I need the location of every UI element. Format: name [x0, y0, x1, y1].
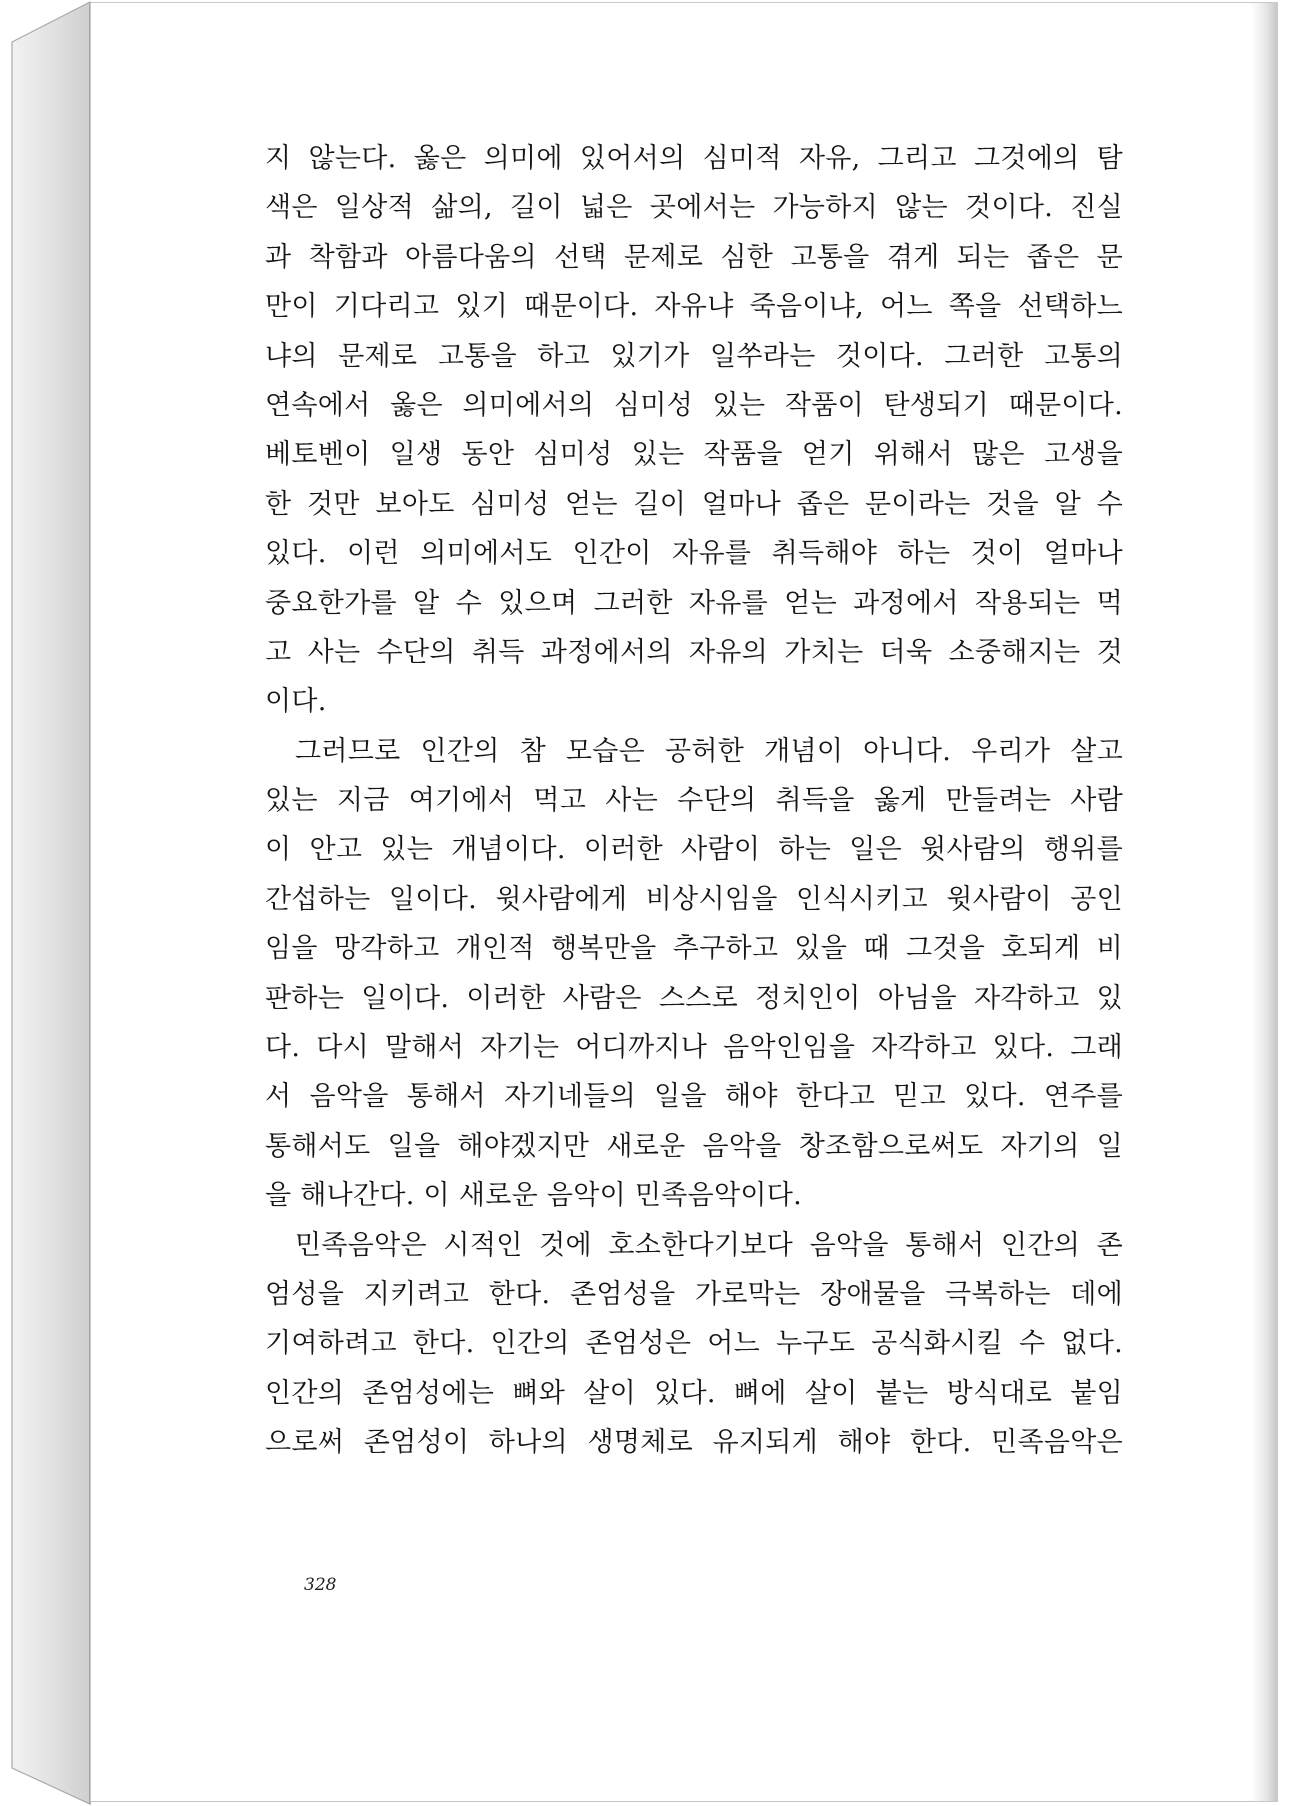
text-line: 이 안고 있는 개념이다. 이러한 사람이 하는 일은 윗사람의 행위를	[265, 834, 1123, 866]
text-line: 색은 일상적 삶의, 길이 넓은 곳에서는 가능하지 않는 것이다. 진실	[265, 192, 1123, 224]
text-line: 이다.	[265, 686, 327, 718]
text-line: 으로써 존엄성이 하나의 생명체로 유지되게 해야 한다. 민족음악은	[265, 1427, 1123, 1459]
text-line: 판하는 일이다. 이러한 사람은 스스로 정치인이 아님을 자각하고 있	[265, 982, 1123, 1014]
text-line: 고 사는 수단의 취득 과정에서의 자유의 가치는 더욱 소중해지는 것	[265, 636, 1123, 668]
text-line: 간섭하는 일이다. 윗사람에게 비상시임을 인식시키고 윗사람이 공인	[265, 883, 1123, 915]
text-line: 냐의 문제로 고통을 하고 있기가 일쑤라는 것이다. 그러한 고통의	[265, 340, 1123, 372]
text-line: 통해서도 일을 해야겠지만 새로운 음악을 창조함으로써도 자기의 일	[265, 1130, 1123, 1162]
text-line: 중요한가를 알 수 있으며 그러한 자유를 얻는 과정에서 작용되는 먹	[265, 587, 1123, 619]
text-line: 엄성을 지키려고 한다. 존엄성을 가로막는 장애물을 극복하는 데에	[265, 1278, 1123, 1310]
text-line: 있는 지금 여기에서 먹고 사는 수단의 취득을 옳게 만들려는 사람	[265, 785, 1123, 817]
text-line: 민족음악은 시적인 것에 호소한다기보다 음악을 통해서 인간의 존	[295, 1229, 1123, 1261]
text-line: 임을 망각하고 개인적 행복만을 추구하고 있을 때 그것을 호되게 비	[265, 933, 1123, 965]
text-line: 그러므로 인간의 참 모습은 공허한 개념이 아니다. 우리가 살고	[295, 735, 1123, 767]
text-line: 한 것만 보아도 심미성 얻는 길이 얼마나 좁은 문이라는 것을 알 수	[265, 488, 1123, 520]
text-line: 인간의 존엄성에는 뼈와 살이 있다. 뼈에 살이 붙는 방식대로 붙임	[265, 1377, 1123, 1409]
text-line: 과 착함과 아름다움의 선택 문제로 심한 고통을 겪게 되는 좁은 문	[265, 241, 1123, 273]
body-text	[265, 134, 1123, 1468]
text-line: 연속에서 옳은 의미에서의 심미성 있는 작품이 탄생되기 때문이다.	[265, 389, 1123, 421]
text-line: 다. 다시 말해서 자기는 어디까지나 음악인임을 자각하고 있다. 그래	[265, 1032, 1123, 1064]
text-line: 있다. 이런 의미에서도 인간이 자유를 취득해야 하는 것이 얼마나	[265, 538, 1123, 570]
text-line: 기여하려고 한다. 인간의 존엄성은 어느 누구도 공식화시킬 수 없다.	[265, 1328, 1123, 1360]
page-number: 328	[304, 1575, 337, 1595]
text-line: 지 않는다. 옳은 의미에 있어서의 심미적 자유, 그리고 그것에의 탐	[265, 143, 1123, 174]
text-line: 만이 기다리고 있기 때문이다. 자유냐 죽음이냐, 어느 쪽을 선택하느	[265, 291, 1123, 323]
text-line: 을 해나간다. 이 새로운 음악이 민족음악이다.	[265, 1180, 803, 1212]
text-line: 베토벤이 일생 동안 심미성 있는 작품을 얻기 위해서 많은 고생을	[265, 439, 1123, 471]
text-line: 서 음악을 통해서 자기네들의 일을 해야 한다고 믿고 있다. 연주를	[265, 1081, 1123, 1113]
page-edge-shadow	[1251, 3, 1277, 1801]
